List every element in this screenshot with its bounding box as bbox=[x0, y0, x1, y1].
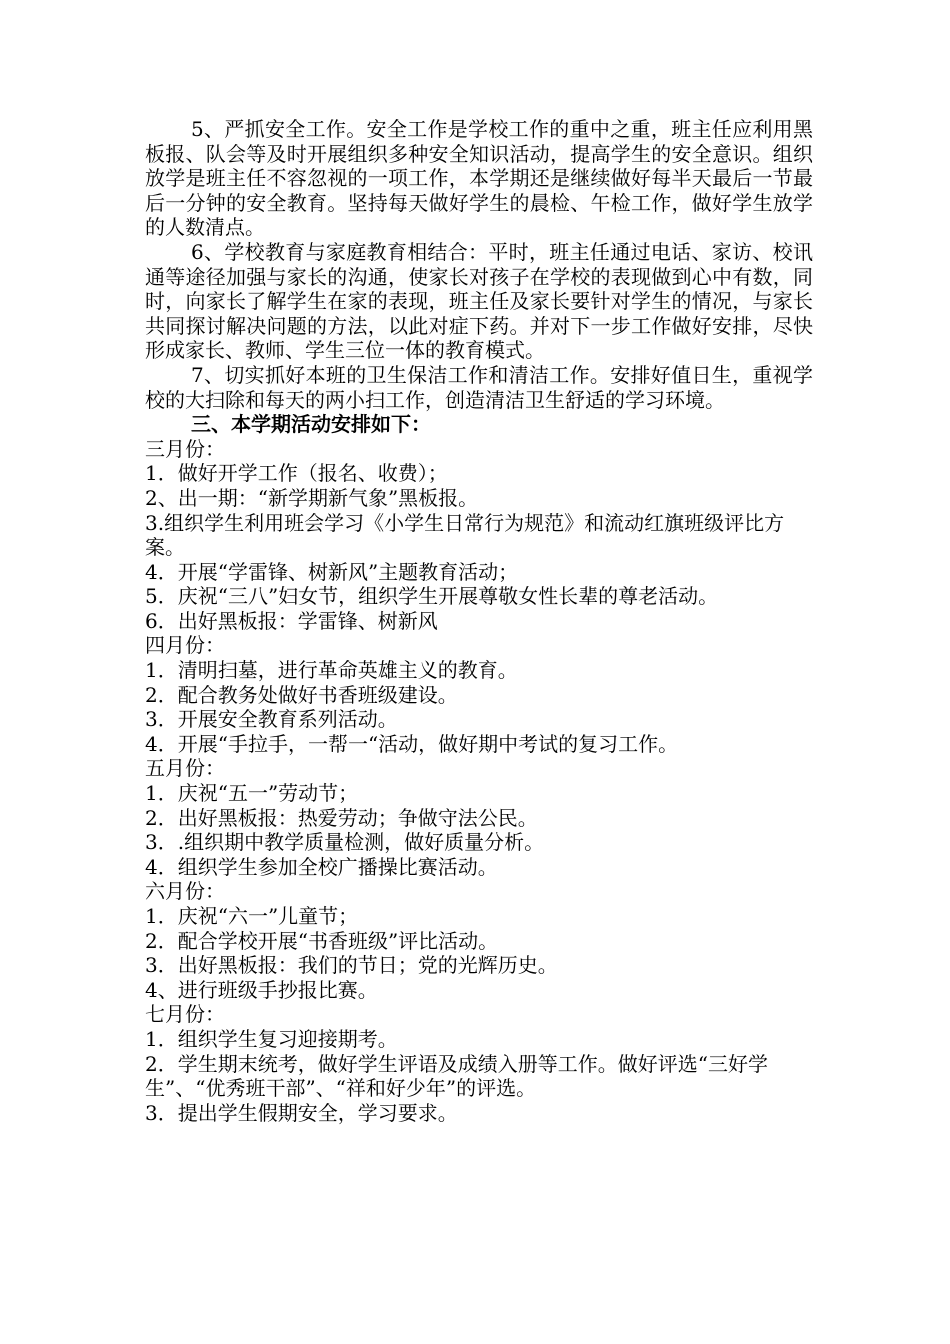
month-july bbox=[145, 1002, 813, 1125]
month-title: 四月份： bbox=[145, 633, 225, 658]
section-heading: 三、本学期活动安排如下： bbox=[191, 412, 431, 437]
month-june bbox=[145, 879, 813, 1002]
list-item: 2．配合学校开展“书香班级”评比活动。 bbox=[145, 928, 499, 953]
list-item: 5．庆祝“三八”妇女节，组织学生开展尊敬女性长辈的尊老活动。 bbox=[145, 584, 719, 609]
month-april bbox=[145, 633, 813, 756]
list-item: 2、出一期：“新学期新气象”黑板报。 bbox=[145, 485, 479, 510]
list-item: 3．开展安全教育系列活动。 bbox=[145, 707, 398, 732]
month-title: 五月份： bbox=[145, 756, 225, 781]
list-item: 1．庆祝“五一”劳动节； bbox=[145, 781, 359, 806]
month-may bbox=[145, 756, 813, 879]
list-item: 3．出好黑板报：我们的节日；党的光辉历史。 bbox=[145, 953, 558, 978]
paragraph-safety: 5、严抓安全工作。安全工作是学校工作的重中之重，班主任应利用黑板报、队会等及时开展组织多种安全知识活动，提高学生的安全意识。组织放学是班主任不容忽视的一项工作，本学期还是继续做好每半天最后一节最后一分钟的安全教育。坚持每天做好学生的晨检、午检工作，做好学生放学的人数清点。 bbox=[145, 117, 813, 240]
document-body bbox=[145, 117, 813, 1125]
list-item: 3．提出学生假期安全，学习要求。 bbox=[145, 1100, 458, 1125]
month-title: 六月份： bbox=[145, 879, 225, 904]
list-item: 4、进行班级手抄报比赛。 bbox=[145, 977, 378, 1002]
paragraph-hygiene: 7、切实抓好本班的卫生保洁工作和清洁工作。安排好值日生，重视学校的大扫除和每天的两小扫工作，创造清洁卫生舒适的学习环境。 bbox=[145, 362, 813, 412]
list-item: 4．开展“手拉手，一帮一“活动，做好期中考试的复习工作。 bbox=[145, 731, 679, 756]
list-item: 2．配合教务处做好书香班级建设。 bbox=[145, 682, 458, 707]
list-item: 1．清明扫墓，进行革命英雄主义的教育。 bbox=[145, 658, 518, 683]
month-march bbox=[145, 437, 813, 634]
list-item: 3.组织学生利用班会学习《小学生日常行为规范》和流动红旗班级评比方案。 bbox=[145, 510, 785, 560]
list-item: 1．庆祝“六一”儿童节； bbox=[145, 904, 359, 928]
list-item: 1．组织学生复习迎接期考。 bbox=[145, 1026, 398, 1051]
list-item: 1．做好开学工作（报名、收费）； bbox=[145, 461, 448, 486]
list-item: 3．.组织期中教学质量检测，做好质量分析。 bbox=[145, 830, 545, 855]
paragraph-home-school: 6、学校教育与家庭教育相结合：平时，班主任通过电话、家访、校讯通等途径加强与家长的沟通，使家长对孩子在学校的表现做到心中有数，同时，向家长了解学生在家的表现，班主任及家长要针对学生的情况，与家长共同探讨解决问题的方法，以此对症下药。并对下一步工作做好安排，尽快形成家长、教师、学生三位一体的教育模式。 bbox=[145, 239, 813, 363]
month-title: 七月份： bbox=[145, 1002, 225, 1027]
list-item: 4．组织学生参加全校广播操比赛活动。 bbox=[145, 854, 498, 879]
list-item: 4．开展“学雷锋、树新风”主题教育活动； bbox=[145, 559, 519, 584]
month-title: 三月份： bbox=[145, 436, 225, 461]
list-item: 6．出好黑板报：学雷锋、树新风 bbox=[145, 608, 438, 633]
list-item: 2．学生期末统考，做好学生评语及成绩入册等工作。做好评选“三好学生”、“优秀班干部”、“祥和好少年”的评选。 bbox=[145, 1051, 768, 1101]
list-item: 2．出好黑板报：热爱劳动；争做守法公民。 bbox=[145, 805, 538, 830]
